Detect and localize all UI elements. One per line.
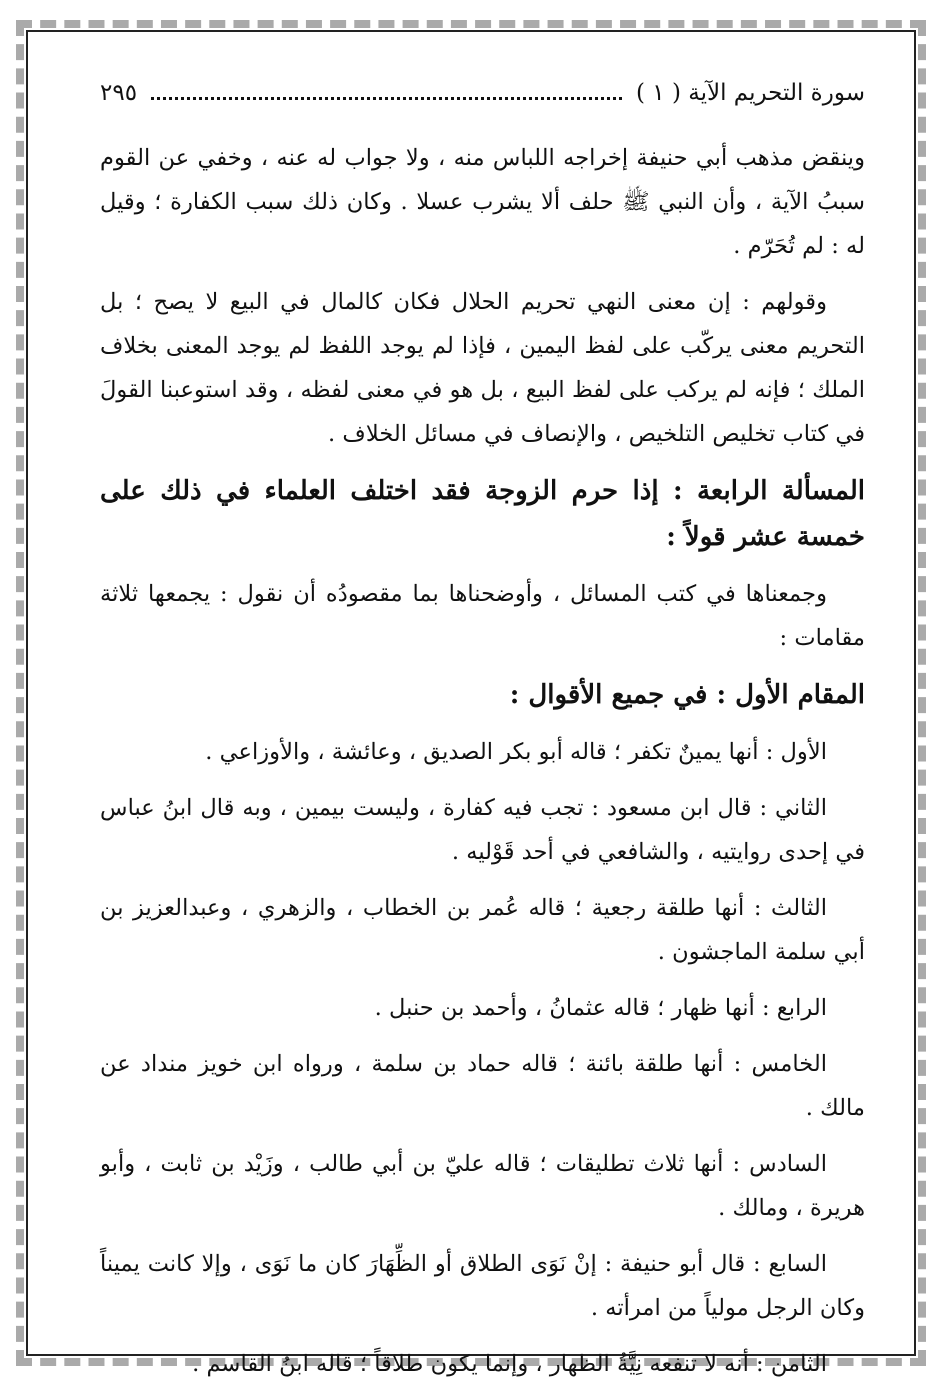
opinion-6: السادس : أنها ثلاث تطليقات ؛ قاله عليّ بن أبي طالب ، وزَيْد بن ثابت ، وأبو هريرة ، ومالك . xyxy=(100,1151,865,1221)
page-number: ٢٩٥ xyxy=(100,80,138,106)
opinion-8: الثامن : أنه لا تنفعه نِيَّةُ الظهار ، وإنما يكون طلاقاً ؛ قاله ابنُ القاسم . xyxy=(192,1351,827,1377)
opinion-3: الثالث : أنها طلقة رجعية ؛ قاله عُمر بن الخطاب ، والزهري ، وعبدالعزيز بن أبي سلمة الماجشون . xyxy=(100,895,865,965)
paragraph-3: وجمعناها في كتب المسائل ، وأوضحناها بما مقصودُه أن نقول : يجمعها ثلاثة مقامات : xyxy=(100,581,865,651)
opinion-5: الخامس : أنها طلقة بائنة ؛ قاله حماد بن سلمة ، ورواه ابن خويز منداد عن مالك . xyxy=(100,1051,865,1121)
section-heading-fourth-issue: المسألة الرابعة : إذا حرم الزوجة فقد اختلف العلماء في ذلك على خمسة عشر قولاً : xyxy=(100,476,865,552)
opinion-1: الأول : أنها يمينٌ تكفر ؛ قاله أبو بكر الصديق ، وعائشة ، والأوزاعي . xyxy=(205,739,827,765)
header-dotted-leader xyxy=(151,97,622,100)
paragraph-1: وينقض مذهب أبي حنيفة إخراجه اللباس منه ، ولا جواب له عنه ، وخفي عن القوم سببُ الآية ، وأن النبي ﷺ حلف ألا يشرب عسلا . وكان ذلك سبب الكفارة ؛ وقيل له : لم تُحَرّم . xyxy=(100,145,865,259)
book-page xyxy=(100,80,865,1377)
paragraph-2: وقولهم : إن معنى النهي تحريم الحلال فكان كالمال في البيع لا يصح ؛ بل التحريم معنى يركّب على لفظ اليمين ، فإذا لم يوجد اللفظ لم يوجد المعنى بخلاف الملك ؛ فإنه لم يركب على لفظ البيع ، بل هو في معنى لفظه ، وقد استوعبنا القولَ في كتاب تخليص التلخيص ، والإنصاف في مسائل الخلاف . xyxy=(100,289,865,447)
opinion-4: الرابع : أنها ظهار ؛ قاله عثمانُ ، وأحمد بن حنبل . xyxy=(374,995,827,1021)
header-title: سورة التحريم الآية ( ١ ) xyxy=(635,80,865,106)
running-header xyxy=(100,80,865,106)
opinion-2: الثاني : قال ابن مسعود : تجب فيه كفارة ، وليست بيمين ، وبه قال ابنُ عباس في إحدى روايتيه ، والشافعي في أحد قَوْليه . xyxy=(100,795,865,865)
opinion-7: السابع : قال أبو حنيفة : إنْ نَوَى الطلاق أو الظِّهَارَ كان ما نَوَى ، وإلا كانت يميناً وكان الرجل مولياً من امرأته . xyxy=(100,1251,865,1321)
section-heading-first-station: المقام الأول : في جميع الأقوال : xyxy=(509,680,865,710)
